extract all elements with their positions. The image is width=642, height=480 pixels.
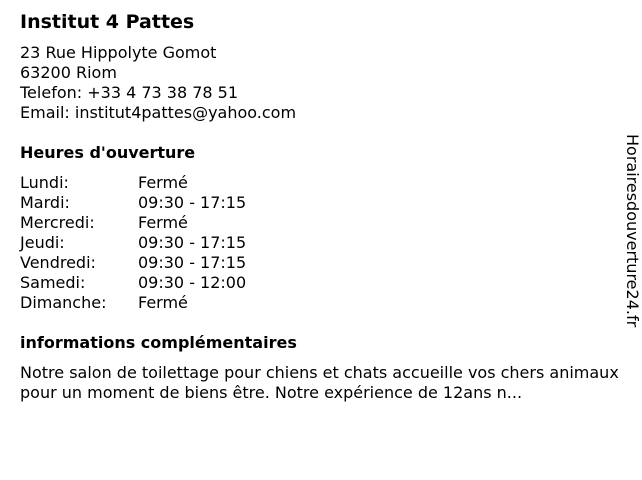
city-postal: 63200 Riom [20,63,117,82]
day-label: Dimanche: [20,293,107,312]
day-hours: Fermé [138,173,188,192]
site-brand-vertical: Horairesdouverture24.fr [623,134,642,328]
additional-info-heading: informations complémentaires [20,333,297,352]
day-hours: 09:30 - 17:15 [138,193,247,212]
opening-hours-table [20,173,620,313]
hours-row-sunday [20,293,620,313]
email-address: Email: institut4pattes@yahoo.com [20,103,297,122]
day-label: Mardi: [20,193,70,212]
business-card [20,9,620,403]
day-label: Vendredi: [20,253,96,272]
business-name: Institut 4 Pattes [20,11,195,33]
hours-row-monday [20,173,620,193]
day-label: Jeudi: [20,233,65,252]
hours-row-friday [20,253,620,273]
day-label: Lundi: [20,173,69,192]
day-hours: 09:30 - 17:15 [138,253,247,272]
hours-row-wednesday [20,213,620,233]
day-hours: Fermé [138,293,188,312]
additional-info-text: Notre salon de toilettage pour chiens et chats accueille vos chers animaux pour un moment de biens être. Notre expérience de 12ans n... [20,363,619,402]
day-hours: 09:30 - 17:15 [138,233,247,252]
hours-row-thursday [20,233,620,253]
street-address: 23 Rue Hippolyte Gomot [20,43,217,62]
phone-number: Telefon: +33 4 73 38 78 51 [20,83,239,102]
address-block [20,43,620,123]
opening-hours-heading: Heures d'ouverture [20,143,196,162]
day-label: Mercredi: [20,213,95,232]
hours-row-tuesday [20,193,620,213]
day-hours: Fermé [138,213,188,232]
day-label: Samedi: [20,273,86,292]
hours-row-saturday [20,273,620,293]
day-hours: 09:30 - 12:00 [138,273,247,292]
